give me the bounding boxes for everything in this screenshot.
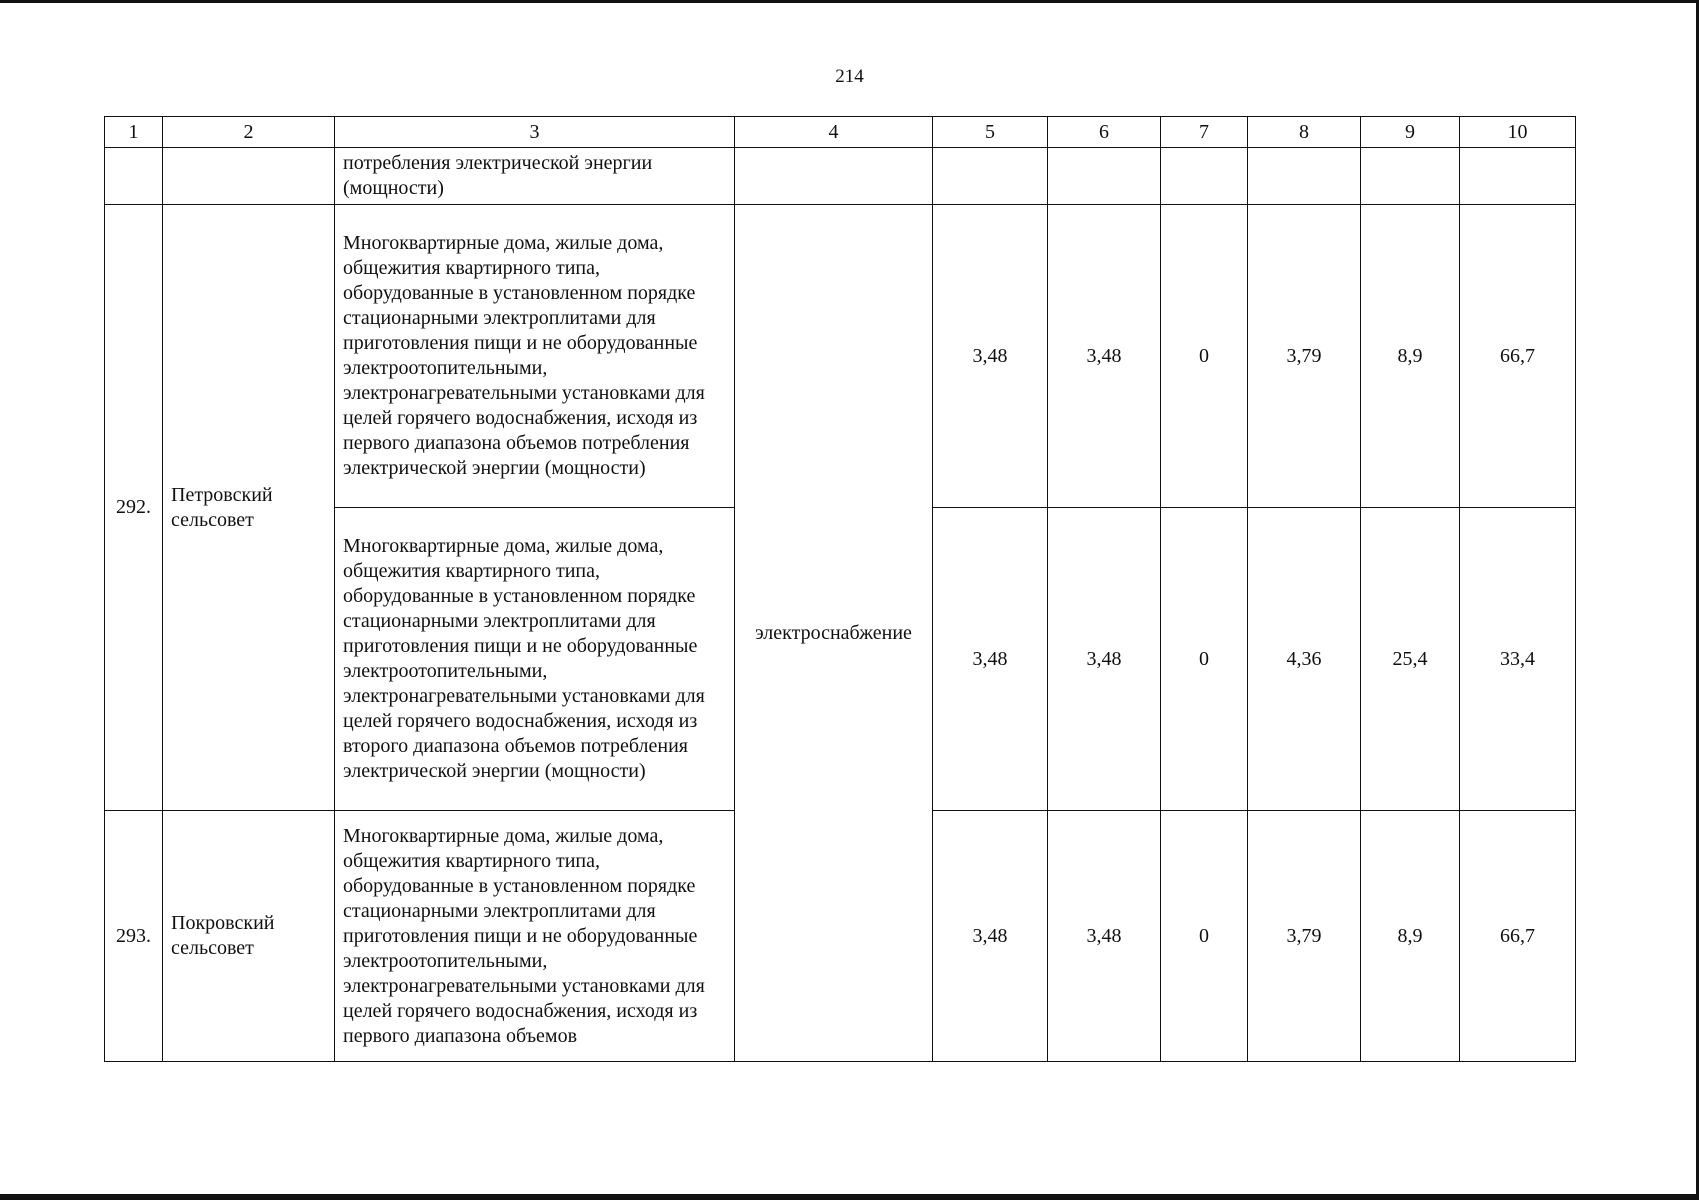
header-cell-1: 1 bbox=[105, 117, 163, 148]
value-col-8: 4,36 bbox=[1248, 508, 1361, 811]
value-col-10: 33,4 bbox=[1460, 508, 1576, 811]
row-index: 292. bbox=[105, 205, 163, 811]
value-col-6: 3,48 bbox=[1048, 205, 1161, 508]
empty-cell bbox=[163, 148, 335, 205]
value-col-9: 25,4 bbox=[1361, 508, 1460, 811]
service-type: электроснабжение bbox=[735, 205, 933, 1062]
value-col-9: 8,9 bbox=[1361, 205, 1460, 508]
tariff-table bbox=[104, 116, 1576, 1062]
empty-cell bbox=[1248, 148, 1361, 205]
value-col-8: 3,79 bbox=[1248, 811, 1361, 1062]
empty-cell bbox=[1361, 148, 1460, 205]
empty-cell bbox=[1161, 148, 1248, 205]
value-col-7: 0 bbox=[1161, 508, 1248, 811]
value-col-10: 66,7 bbox=[1460, 811, 1576, 1062]
empty-cell bbox=[933, 148, 1048, 205]
scan-border-top bbox=[0, 0, 1699, 3]
description-cell: потребления электрической энергии (мощности) bbox=[335, 148, 735, 205]
value-col-5: 3,48 bbox=[933, 811, 1048, 1062]
header-cell-4: 4 bbox=[735, 117, 933, 148]
empty-cell bbox=[735, 148, 933, 205]
table-row bbox=[105, 205, 1576, 508]
description-cell: Многоквартирные дома, жилые дома, общежития квартирного типа, оборудованные в установленном порядке стационарными электроплитами для приготовления пищи и не оборудованные электроотопительными, электронагревательными установками для целей горячего водоснабжения, исходя из первого диапазона объемов потребления электрической энергии (мощности) bbox=[335, 205, 735, 508]
empty-cell bbox=[1048, 148, 1161, 205]
continuation-row bbox=[105, 148, 1576, 205]
value-col-9: 8,9 bbox=[1361, 811, 1460, 1062]
value-col-5: 3,48 bbox=[933, 508, 1048, 811]
value-col-6: 3,48 bbox=[1048, 508, 1161, 811]
value-col-5: 3,48 bbox=[933, 205, 1048, 508]
region-name: Петровский сельсовет bbox=[163, 205, 335, 811]
value-col-7: 0 bbox=[1161, 811, 1248, 1062]
value-col-7: 0 bbox=[1161, 205, 1248, 508]
value-col-10: 66,7 bbox=[1460, 205, 1576, 508]
header-cell-7: 7 bbox=[1161, 117, 1248, 148]
header-cell-3: 3 bbox=[335, 117, 735, 148]
description-cell: Многоквартирные дома, жилые дома, общежития квартирного типа, оборудованные в установленном порядке стационарными электроплитами для приготовления пищи и не оборудованные электроотопительными, электронагревательными установками для целей горячего водоснабжения, исходя из второго диапазона объемов потребления электрической энергии (мощности) bbox=[335, 508, 735, 811]
description-cell: Многоквартирные дома, жилые дома, общежития квартирного типа, оборудованные в установленном порядке стационарными электроплитами для приготовления пищи и не оборудованные электроотопительными, электронагревательными установками для целей горячего водоснабжения, исходя из первого диапазона объемов bbox=[335, 811, 735, 1062]
header-cell-2: 2 bbox=[163, 117, 335, 148]
header-row bbox=[105, 117, 1576, 148]
empty-cell bbox=[105, 148, 163, 205]
header-cell-9: 9 bbox=[1361, 117, 1460, 148]
empty-cell bbox=[1460, 148, 1576, 205]
scan-border-bottom bbox=[0, 1194, 1699, 1200]
value-col-8: 3,79 bbox=[1248, 205, 1361, 508]
value-col-6: 3,48 bbox=[1048, 811, 1161, 1062]
header-cell-5: 5 bbox=[933, 117, 1048, 148]
row-index: 293. bbox=[105, 811, 163, 1062]
header-cell-10: 10 bbox=[1460, 117, 1576, 148]
header-cell-8: 8 bbox=[1248, 117, 1361, 148]
region-name: Покровский сельсовет bbox=[163, 811, 335, 1062]
page-number: 214 bbox=[835, 66, 864, 87]
header-cell-6: 6 bbox=[1048, 117, 1161, 148]
